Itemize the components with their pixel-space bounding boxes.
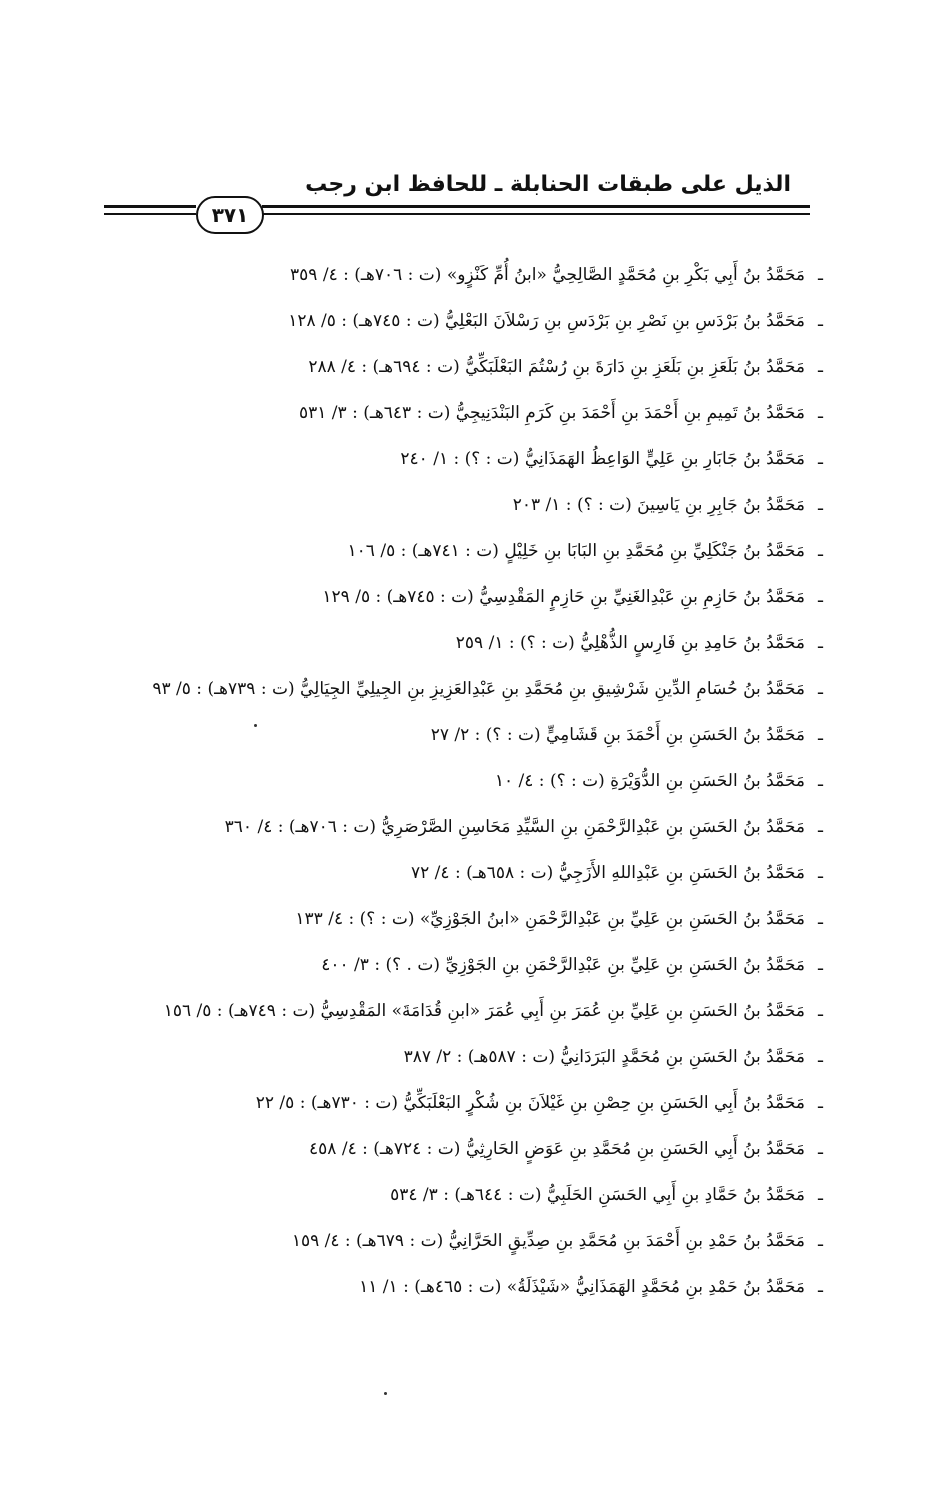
index-entry: ـمَحَمَّدُ بنُ تَمِيمِ بنِ أَحْمَدَ بنِ أَحْمَدَ بنِ كَرَمِ البَنْدَنِيجِيُّ (ت : ٦٤٣هـ) : ٣/ ٥٣١ bbox=[298, 403, 823, 423]
index-entry: ـمَحَمَّدُ بنُ حَمْدِ بنِ مُحَمَّدٍ الهَمَذَانِيُّ «شَيْذَلَةُ» (ت : ٤٦٥هـ) : ١/ ١١ bbox=[359, 1277, 823, 1297]
index-entry: ـمَحَمَّدُ بنُ حَمَّادِ بنِ أَبِي الحَسَنِ الحَلَبِيُّ (ت : ٦٤٤هـ) : ٣/ ٥٣٤ bbox=[390, 1185, 823, 1205]
index-entry: ـمَحَمَّدُ بنُ الحَسَنِ بنِ الدُّوَيْرَةِ (ت : ؟) : ٤/ ١٠ bbox=[494, 771, 823, 791]
index-entry: ـمَحَمَّدُ بنُ حَامِدِ بنِ فَارِسٍ الذُّهْلِيُّ (ت : ؟) : ١/ ٢٥٩ bbox=[455, 633, 823, 653]
index-entry: ـمَحَمَّدُ بنُ أَبِي الحَسَنِ بنِ حِصْنِ بنِ غَيْلاَنَ بنِ شُكْرٍ البَعْلَبَكِّيُّ (ت : ٧٣٠هـ) : ٥/ ٢٢ bbox=[255, 1093, 823, 1113]
header-rule-left-bottom bbox=[104, 213, 196, 215]
index-entry: ـمَحَمَّدُ بنُ حُسَامِ الدِّينِ شَرْشِيقِ بنِ مُحَمَّدِ بنِ عَبْدِالعَزِيزِ بنِ الجِيلِيِّ الجِيَالِيُّ (ت : ٧٣٩هـ) : ٥/ ٩٣ bbox=[152, 679, 823, 699]
header-rule-right-top bbox=[262, 205, 810, 208]
index-entry: ـمَحَمَّدُ بنُ بَرْدَسِ بنِ نَصْرِ بنِ بَرْدَسِ بنِ رَسْلاَنَ البَعْلِيُّ (ت : ٧٤٥هـ) : ٥/ ١٢٨ bbox=[288, 311, 823, 331]
index-entry: ـمَحَمَّدُ بنُ الحَسَنِ بنِ أَحْمَدَ بنِ قَشَامِيٍّ (ت : ؟) : ٢/ ٢٧ bbox=[430, 725, 823, 745]
index-entry: ـمَحَمَّدُ بنُ الحَسَنِ بنِ عَبْدِالرَّحْمَنِ بنِ السَّيِّدِ مَحَاسِنِ الصَّرْصَرِيُّ (ت : ٧٠٦هـ) : ٤/ ٣٦٠ bbox=[224, 817, 823, 837]
header-rule-left-top bbox=[104, 205, 196, 208]
index-entry: ـمَحَمَّدُ بنُ الحَسَنِ بنِ عَلِيِّ بنِ عُمَرَ بنِ أَبِي عُمَرَ «ابنِ قُدَامَةَ» المَقْدِسِيُّ (ت : ٧٤٩هـ) : ٥/ ١٥٦ bbox=[163, 1001, 823, 1021]
page-number-badge: ٣٧١ bbox=[196, 196, 264, 234]
index-entry: ـمَحَمَّدُ بنُ جَنْكَلِيِّ بنِ مُحَمَّدِ بنِ البَابَا بنِ خَلِيْلٍ (ت : ٧٤١هـ) : ٥/ ١٠٦ bbox=[347, 541, 823, 561]
index-entry: ـمَحَمَّدُ بنُ حَازِمِ بنِ عَبْدِالغَنِيِّ بنِ حَازِمٍ المَقْدِسِيُّ (ت : ٧٤٥هـ) : ٥/ ١٢٩ bbox=[322, 587, 823, 607]
index-entry: ـمَحَمَّدُ بنُ أَبِي بَكْرِ بنِ مُحَمَّدٍ الصَّالِحِيُّ «ابنُ أُمِّ كَنْزٍو» (ت : ٧٠٦هـ) : ٤/ ٣٥٩ bbox=[290, 265, 823, 285]
header-rule-right-bottom bbox=[262, 213, 810, 215]
scan-speck bbox=[384, 1392, 387, 1395]
index-entry: ـمَحَمَّدُ بنُ بَلَعَزِ بنِ بَلَعَزِ بنِ دَارَةَ بنِ رُسْتُمَ البَعْلَبَكِّيُّ (ت : ٦٩٤هـ) : ٤/ ٢٨٨ bbox=[308, 357, 823, 377]
index-entry: ـمَحَمَّدُ بنُ حَمْدِ بنِ أَحْمَدَ بنِ مُحَمَّدِ بنِ صِدِّيقٍ الحَرَّانِيُّ (ت : ٦٧٩هـ) : ٤/ ١٥٩ bbox=[291, 1231, 823, 1251]
index-entry: ـمَحَمَّدُ بنُ الحَسَنِ بنِ عَلِيِّ بنِ عَبْدِالرَّحْمَنِ بنِ الجَوْزِيِّ (ت . ؟) : ٣/ ٤٠٠ bbox=[321, 955, 823, 975]
index-entry: ـمَحَمَّدُ بنُ جَابَارِ بنِ عَلِيٍّ الوَاعِظُ الهَمَذَانِيُّ (ت : ؟) : ١/ ٢٤٠ bbox=[400, 449, 823, 469]
index-entry: ـمَحَمَّدُ بنُ الحَسَنِ بنِ مُحَمَّدٍ البَرَدَانِيُّ (ت : ٥٨٧هـ) : ٢/ ٣٨٧ bbox=[403, 1047, 823, 1067]
index-entry: ـمَحَمَّدُ بنُ الحَسَنِ بنِ عَلِيِّ بنِ عَبْدِالرَّحْمَنِ «ابنُ الجَوْزِيِّ» (ت : ؟) : ٤/ ١٣٣ bbox=[295, 909, 823, 929]
index-entry: ـمَحَمَّدُ بنُ أَبِي الحَسَنِ بنِ مُحَمَّدِ بنِ عَوَضٍ الحَارِثِيُّ (ت : ٧٢٤هـ) : ٤/ ٤٥٨ bbox=[309, 1139, 823, 1159]
running-header-title: الذيل على طبقات الحنابلة ـ للحافظ ابن رجب bbox=[305, 172, 791, 197]
index-entry: ـمَحَمَّدُ بنُ جَابِرِ بنِ يَاسِينَ (ت : ؟) : ١/ ٢٠٣ bbox=[512, 495, 823, 515]
index-entry: ـمَحَمَّدُ بنُ الحَسَنِ بنِ عَبْدِاللهِ الأَزَجِيُّ (ت : ٦٥٨هـ) : ٤/ ٧٢ bbox=[411, 863, 823, 883]
index-entry-list bbox=[123, 252, 823, 1310]
scan-speck bbox=[254, 724, 257, 727]
